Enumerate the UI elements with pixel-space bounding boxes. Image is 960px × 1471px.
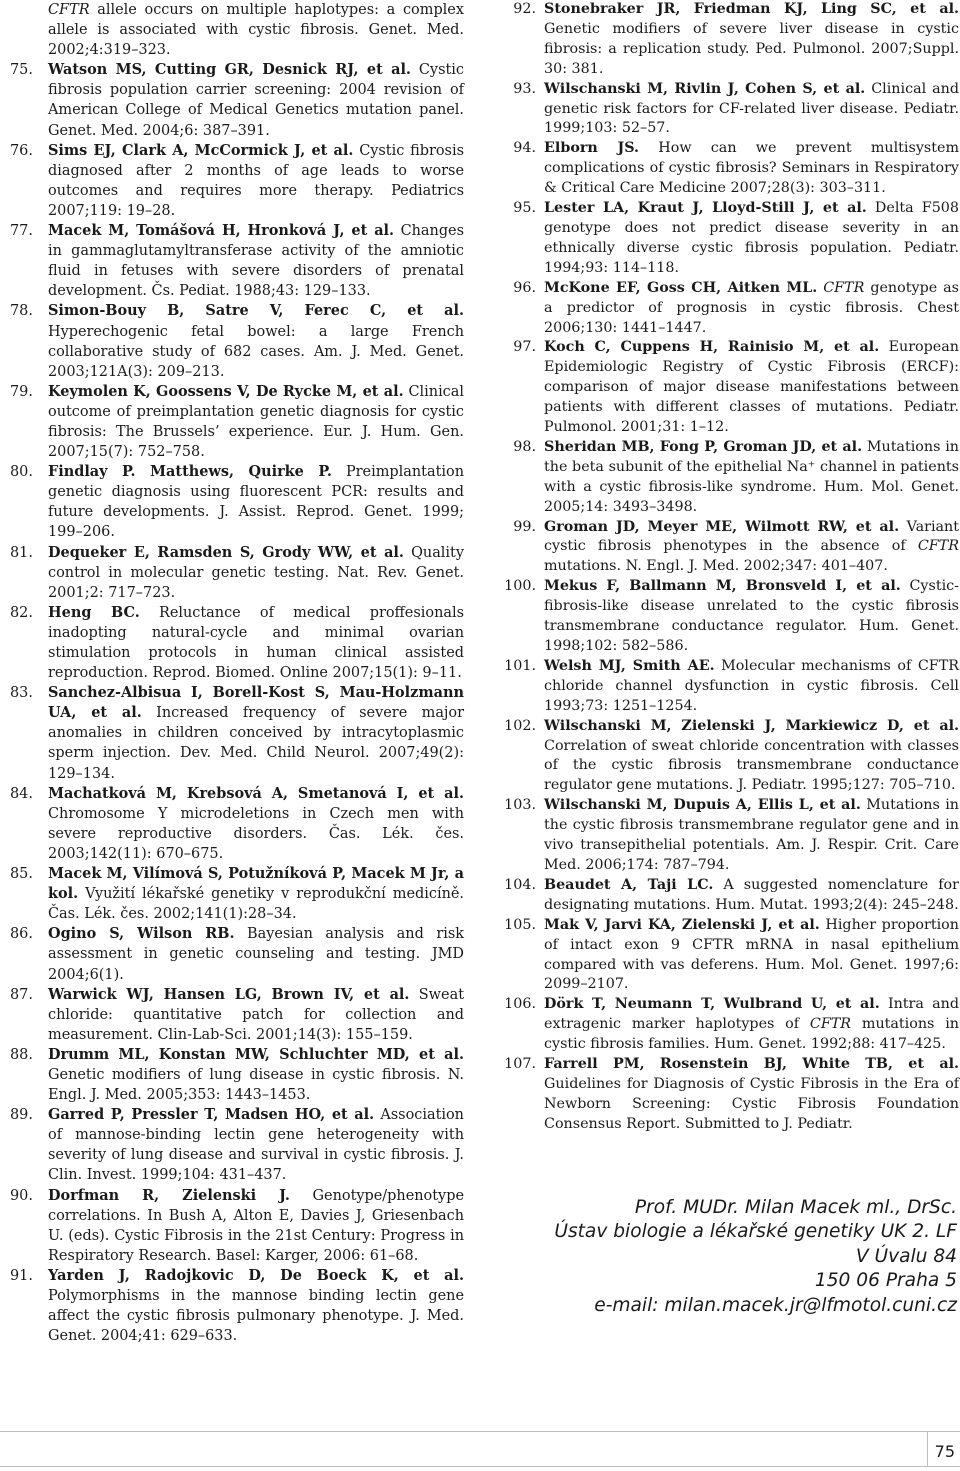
reference-number: 83. [10, 685, 33, 702]
reference-item [502, 995, 959, 1055]
reference-item [10, 221, 464, 301]
reference-text: CFTR allele occurs on multiple haplotypes: a complex allele is associated with cystic fibrosis. Genet. Med. 2002;4:319–323. [48, 2, 464, 59]
reference-number: 100. [504, 578, 536, 595]
reference-authors: Wilschanski M, Rivlin J, Cohen S, et al. [544, 80, 866, 97]
reference-authors: Stonebraker JR, Friedman KJ, Ling SC, et al. [544, 1, 959, 17]
reference-text: Preimplantation genetic diagnosis using fluorescent PCR: results and future developments. J. Assist. Reprod. Genet. 1999; 199–206. [48, 464, 464, 541]
author-email: e-mail: milan.macek.jr@lfmotol.cuni.cz [594, 1294, 957, 1316]
reference-number: 93. [513, 80, 536, 97]
reference-item [502, 876, 959, 916]
reference-number: 77. [10, 223, 33, 240]
reference-text: Využití lékařské genetiky v reprodukční medicíně. Čas. Lék. čes. 2002;141(1):28–34. [48, 886, 464, 923]
reference-number: 92. [513, 1, 536, 17]
reference-item [10, 784, 464, 864]
reference-number: 101. [504, 657, 536, 674]
reference-text: Reluctance of medical proffesionals inadopting natural-cycle and minimal ovarian stimulation protocols in human clinical assisted reproduction. Reprod. Biomed. Online 2007;15(1): 9–11. [48, 604, 464, 682]
reference-item [10, 382, 464, 462]
reference-authors: Wilschanski M, Zielenski J, Markiewicz D, et al. [544, 717, 959, 734]
reference-text: Guidelines for Diagnosis of Cystic Fibrosis in the Era of Newborn Screening: Cystic Fibrosis Foundation Consensus Report. Submitted to J. Pediatr. [544, 1075, 959, 1132]
reference-item [502, 139, 959, 199]
reference-number: 87. [10, 986, 33, 1003]
reference-text: Quality control in molecular genetic testing. Nat. Rev. Genet. 2001;2: 717–723. [48, 544, 464, 601]
reference-item [10, 1266, 464, 1346]
reference-number: 85. [10, 866, 33, 883]
reference-text: Clinical and genetic risk factors for CF-related liver disease. Pediatr. 1999;103: 52–57. [544, 80, 959, 137]
reference-column-right [502, 0, 959, 1135]
reference-item [10, 1045, 464, 1105]
reference-item [10, 603, 464, 683]
reference-authors: Drumm ML, Konstan MW, Schluchter MD, et al. [48, 1045, 464, 1063]
reference-authors: Sanchez-Albisua I, Borell-Kost S, Mau-Holzmann UA, et al. [48, 684, 464, 722]
reference-number: 79. [10, 383, 33, 400]
reference-text: Polymorphisms in the mannose binding lectin gene affect the cystic fibrosis pulmonary phenotype. J. Med. Genet. 2004;41: 629–633. [48, 1288, 464, 1345]
reference-item [502, 796, 959, 876]
reference-item [10, 141, 464, 221]
reference-item [502, 717, 959, 797]
reference-number: 103. [504, 797, 536, 814]
reference-text: Molecular mechanisms of CFTR chloride channel dysfunction in cystic fibrosis. Cell 1993;73: 1251–1254. [544, 657, 960, 714]
footer-divider [0, 1431, 960, 1432]
reference-text: Increased frequency of severe major anomalies in children conceived by intracytoplasmic sperm injection. Dev. Med. Child Neurol. 2007;49(2): 129–134. [48, 705, 464, 782]
reference-item [502, 577, 959, 657]
reference-number: 75. [10, 62, 33, 79]
reference-authors: Wilschanski M, Dupuis A, Ellis L, et al. [544, 797, 861, 814]
reference-number: 82. [10, 604, 33, 621]
reference-authors: Elborn JS. [544, 140, 640, 157]
reference-authors: Mekus F, Ballmann M, Bronsveld I, et al. [544, 578, 901, 595]
author-signature-block [520, 1196, 957, 1318]
reference-item [502, 0, 959, 80]
reference-item [10, 0, 464, 60]
reference-text: Mutations in the cystic fibrosis transmembrane regulator gene and in vivo transepithelial potentials. Am. J. Respir. Crit. Care Med. 2006;174: 787–794. [544, 797, 959, 873]
reference-number: 102. [504, 717, 536, 734]
reference-number: 88. [10, 1046, 33, 1063]
reference-item [502, 338, 959, 438]
reference-text: Intra and extragenic marker haplotypes of CFTR mutations in cystic fibrosis families. Hum. Genet. 1992;88: 417–425. [544, 996, 959, 1053]
reference-number: 104. [504, 876, 536, 893]
reference-item [10, 1105, 464, 1185]
reference-item [10, 924, 464, 984]
reference-authors: Macek M, Tomášová H, Hronková J, et al. [48, 222, 395, 240]
author-institute: Ústav biologie a lékařské genetiky UK 2. LF [554, 1221, 957, 1243]
reference-item [10, 301, 464, 381]
reference-text: Delta F508 genotype does not predict disease severity in an ethnically diverse cystic fibrosis population. Pediatr. 1994;93: 114–118. [544, 200, 959, 276]
reference-authors: Koch C, Cuppens H, Rainisio M, et al. [544, 339, 880, 356]
reference-authors: Farrell PM, Rosenstein BJ, White TB, et al. [544, 1056, 959, 1073]
reference-item [502, 657, 959, 717]
reference-authors: Beaudet A, Taji LC. [544, 876, 714, 893]
reference-item [502, 80, 959, 140]
reference-authors: Yarden J, Radojkovic D, De Boeck K, et al. [48, 1266, 464, 1284]
reference-text: Correlation of sweat chloride concentration with classes of the cystic fibrosis transmembrane conductance regulator gene mutations. J. Pediatr. 1995;127: 705–710. [544, 737, 959, 794]
reference-number: 95. [513, 200, 536, 217]
reference-text: Higher proportion of intact exon 9 CFTR mRNA in nasal epithelium compared with vas deferens. Hum. Mol. Genet. 1997;6: 2099–2107. [544, 916, 960, 993]
reference-text: Mutations in the beta subunit of the epithelial Na⁺ channel in patients with a cystic fibrosis-like syndrome. Hum. Mol. Genet. 2005;14: 3493–3498. [544, 438, 959, 515]
reference-number: 91. [10, 1267, 33, 1284]
reference-text: Genetic modifiers of lung disease in cystic fibrosis. N. Engl. J. Med. 2005;353: 1443–1453. [48, 1066, 464, 1104]
reference-authors: Welsh MJ, Smith AE. [544, 657, 715, 674]
reference-text: Sweat chloride: quantitative patch for collection and measurement. Clin-Lab-Sci. 2001;14(3): 155–159. [48, 986, 464, 1043]
reference-column-left [10, 0, 464, 1346]
reference-number: 98. [513, 438, 536, 455]
reference-item [502, 916, 959, 996]
footer-tick [927, 1431, 928, 1467]
reference-number: 76. [10, 142, 33, 159]
reference-authors: Groman JD, Meyer ME, Wilmott RW, et al. [544, 518, 900, 535]
reference-number: 78. [10, 303, 33, 320]
author-city: 150 06 Praha 5 [814, 1270, 957, 1292]
reference-number: 86. [10, 926, 33, 943]
reference-item [502, 279, 959, 339]
reference-item [10, 985, 464, 1045]
reference-authors: Lester LA, Kraut J, Lloyd-Still J, et al. [544, 200, 867, 217]
reference-text: How can we prevent multisystem complications of cystic fibrosis? Seminars in Respiratory & Critical Care Medicine 2007;28(3): 303–311. [544, 140, 960, 197]
reference-number: 97. [513, 339, 536, 356]
reference-number: 107. [504, 1056, 536, 1073]
reference-authors: Dequeker E, Ramsden S, Grody WW, et al. [48, 543, 404, 561]
reference-authors: Macek M, Vilímová S, Potužníková P, Macek M Jr, a kol. [48, 865, 464, 903]
reference-number: 89. [10, 1107, 33, 1124]
reference-text: Variant cystic fibrosis phenotypes in the absence of CFTR mutations. N. Engl. J. Med. 2002;347: 401–407. [544, 518, 959, 575]
reference-item [502, 438, 959, 518]
reference-number: 84. [10, 785, 33, 802]
reference-item [502, 518, 959, 578]
reference-number: 80. [10, 464, 33, 481]
reference-authors: Garred P, Pressler T, Madsen HO, et al. [48, 1106, 375, 1124]
reference-authors: Warwick WJ, Hansen LG, Brown IV, et al. [48, 985, 410, 1003]
reference-item [10, 60, 464, 140]
reference-authors: Watson MS, Cutting GR, Desnick RJ, et al. [48, 61, 411, 79]
reference-item [10, 462, 464, 542]
reference-number: 96. [513, 279, 536, 296]
reference-text: A suggested nomenclature for designating mutations. Hum. Mutat. 1993;2(4): 245–248. [544, 876, 959, 913]
reference-item [10, 683, 464, 783]
reference-text: Cystic fibrosis population carrier screening: 2004 revision of American College of Medical Genetics mutation panel. Genet. Med. 2004;6: 387–391. [48, 62, 464, 139]
reference-text: Changes in gammaglutamyltransferase activity of the amniotic fluid in fetuses with severe disorders of prenatal development. Čs. Pediat. 1988;43: 129–133. [48, 223, 465, 300]
reference-number: 106. [504, 996, 536, 1013]
reference-text: CFTR genotype as a predictor of prognosis in cystic fibrosis. Chest 2006;130: 1441–1447. [544, 279, 959, 336]
reference-number: 105. [504, 916, 536, 933]
reference-authors: Sims EJ, Clark A, McCormick J, et al. [48, 141, 354, 159]
reference-authors: Machatková M, Krebsová A, Smetanová I, et al. [48, 784, 464, 802]
reference-number: 99. [513, 518, 536, 535]
page-number: 75 [934, 1442, 955, 1461]
reference-authors: Mak V, Jarvi KA, Zielenski J, et al. [544, 916, 820, 933]
reference-text: Hyperechogenic fetal bowel: a large French collaborative study of 682 cases. Am. J. Med. Genet. 2003;121A(3): 209–213. [48, 323, 464, 380]
reference-authors: Ogino S, Wilson RB. [48, 925, 235, 943]
reference-text: Cystic fibrosis diagnosed after 2 months of age leads to worse outcomes and requires more therapy. Pediatrics 2007;119: 19–28. [48, 142, 464, 219]
reference-authors: Heng BC. [48, 603, 140, 621]
reference-text: Genetic modifiers of severe liver disease in cystic fibrosis: a replication study. Ped. Pulmonol. 2007;Suppl. 30: 381. [544, 20, 959, 77]
reference-authors: Sheridan MB, Fong P, Groman JD, et al. [544, 438, 863, 455]
reference-authors: Dörk T, Neumann T, Wulbrand U, et al. [544, 996, 880, 1013]
reference-authors: Simon-Bouy B, Satre V, Ferec C, et al. [48, 302, 464, 320]
reference-number: 94. [513, 140, 536, 157]
reference-text: Cystic-fibrosis-like disease unrelated to the cystic fibrosis transmembrane conductance regulator. Hum. Genet. 1998;102: 582–586. [544, 578, 959, 654]
reference-text: Genotype/phenotype correlations. In Bush A, Alton E, Davies J, Griesenbach U. (eds). Cystic Fibrosis in the 21st Century: Progress in Respiratory Research. Basel: Karger, 2006: 61–68. [48, 1187, 464, 1264]
reference-text: European Epidemiologic Registry of Cystic Fibrosis (ERCF): comparison of major disease manifestations between patients with different classes of mutations. Pediatr. Pulmonol. 2001;31: 1–12. [544, 339, 959, 436]
reference-item [502, 199, 959, 279]
reference-item [502, 1055, 959, 1135]
reference-authors: Dorfman R, Zielenski J. [48, 1186, 290, 1204]
reference-authors: McKone EF, Goss CH, Aitken ML. [544, 279, 818, 296]
reference-item [10, 543, 464, 603]
reference-text: Bayesian analysis and risk assessment in genetic counseling and testing. JMD 2004;6(1). [48, 926, 465, 983]
footer-divider-bottom [0, 1466, 960, 1467]
reference-item [10, 864, 464, 924]
reference-text: Association of mannose-binding lectin gene heterogeneity with severity of lung disease and survival in cystic fibrosis. J. Clin. Invest. 1999;104: 431–437. [48, 1107, 464, 1184]
reference-number: 81. [10, 544, 33, 561]
reference-authors: Keymolen K, Goossens V, De Rycke M, et al. [48, 382, 404, 400]
reference-text: Chromosome Y microdeletions in Czech men with severe reproductive disorders. Čas. Lék. čes. 2003;142(11): 670–675. [48, 805, 464, 862]
reference-authors: Findlay P. Matthews, Quirke P. [48, 463, 332, 481]
author-name: Prof. MUDr. Milan Macek ml., DrSc. [634, 1197, 957, 1218]
author-street: V Úvalu 84 [855, 1245, 957, 1267]
reference-number: 90. [10, 1187, 33, 1204]
reference-text: Clinical outcome of preimplantation genetic diagnosis for cystic fibrosis: The Brussels’ experience. Eur. J. Hum. Gen. 2007;15(7): 752–758. [48, 383, 464, 461]
reference-item [10, 1186, 464, 1266]
